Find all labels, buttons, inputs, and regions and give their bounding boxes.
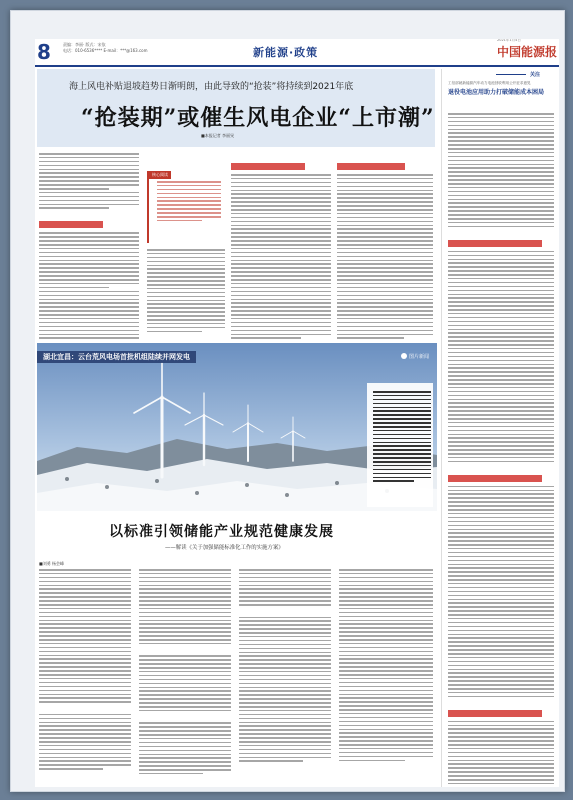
page-header <box>35 39 559 67</box>
newspaper-page[interactable] <box>35 39 559 787</box>
page-date: 2021年1月4日 <box>497 39 521 42</box>
page-viewer-frame <box>10 10 565 792</box>
newspaper-logo: 中国能源报 <box>497 45 558 59</box>
lead-col-3 <box>231 153 331 341</box>
wind-farm-photo[interactable] <box>37 343 437 511</box>
second-col-1 <box>39 569 131 772</box>
page-number: 8 <box>37 40 51 64</box>
second-headline[interactable]: 以标准引领储能产业规范健康发展 <box>109 524 334 540</box>
sidebar-headline[interactable]: 退役电池应用助力打破储能成本困局 <box>448 89 545 96</box>
lead-kicker: 海上风电补贴退坡趋势日渐明朗，由此导致的“抢装”将持续到2021年底 <box>69 82 354 92</box>
sidebar-text <box>448 113 554 787</box>
second-col-3 <box>239 569 331 764</box>
sidebar-pre-title: 工信部就新能源汽车动力电池回收利用公开征求意见 <box>448 81 531 85</box>
photo-caption: 湖北宜昌：云台荒风电场首批机组陆续并网发电 <box>37 351 196 363</box>
second-col-4 <box>339 569 433 764</box>
lead-col-2 <box>147 249 225 335</box>
lead-story-banner[interactable] <box>37 69 435 147</box>
photo-description <box>373 391 431 484</box>
lead-headline[interactable]: “抢装期”或催生风电企业“上市潮” <box>81 105 435 131</box>
section-title: 新能源·政策 <box>253 46 319 59</box>
sidebar-column <box>441 69 558 787</box>
second-col-2 <box>139 569 231 777</box>
sidebar-tag: 关注 <box>530 72 541 78</box>
lead-col-4 <box>337 153 433 341</box>
header-info-line-1: 责编：李丽· 版式：宋依 <box>63 42 106 47</box>
second-byline: ■刘勇 杨会峰 <box>39 561 65 566</box>
header-info-line-2: 电话：010-6536**** E-mail：***@163.com <box>63 48 148 53</box>
photo-news-label: 图片新闻 <box>401 353 429 360</box>
core-reading-tag: 核心阅读 <box>149 171 171 179</box>
lead-col-1 <box>39 153 139 341</box>
second-deck: ——解读《关于加强储能标准化工作的实施方案》 <box>165 545 284 551</box>
core-reading-box <box>147 171 225 243</box>
lead-byline: ■本报记者 李丽旻 <box>201 133 235 138</box>
header-info <box>63 42 213 54</box>
